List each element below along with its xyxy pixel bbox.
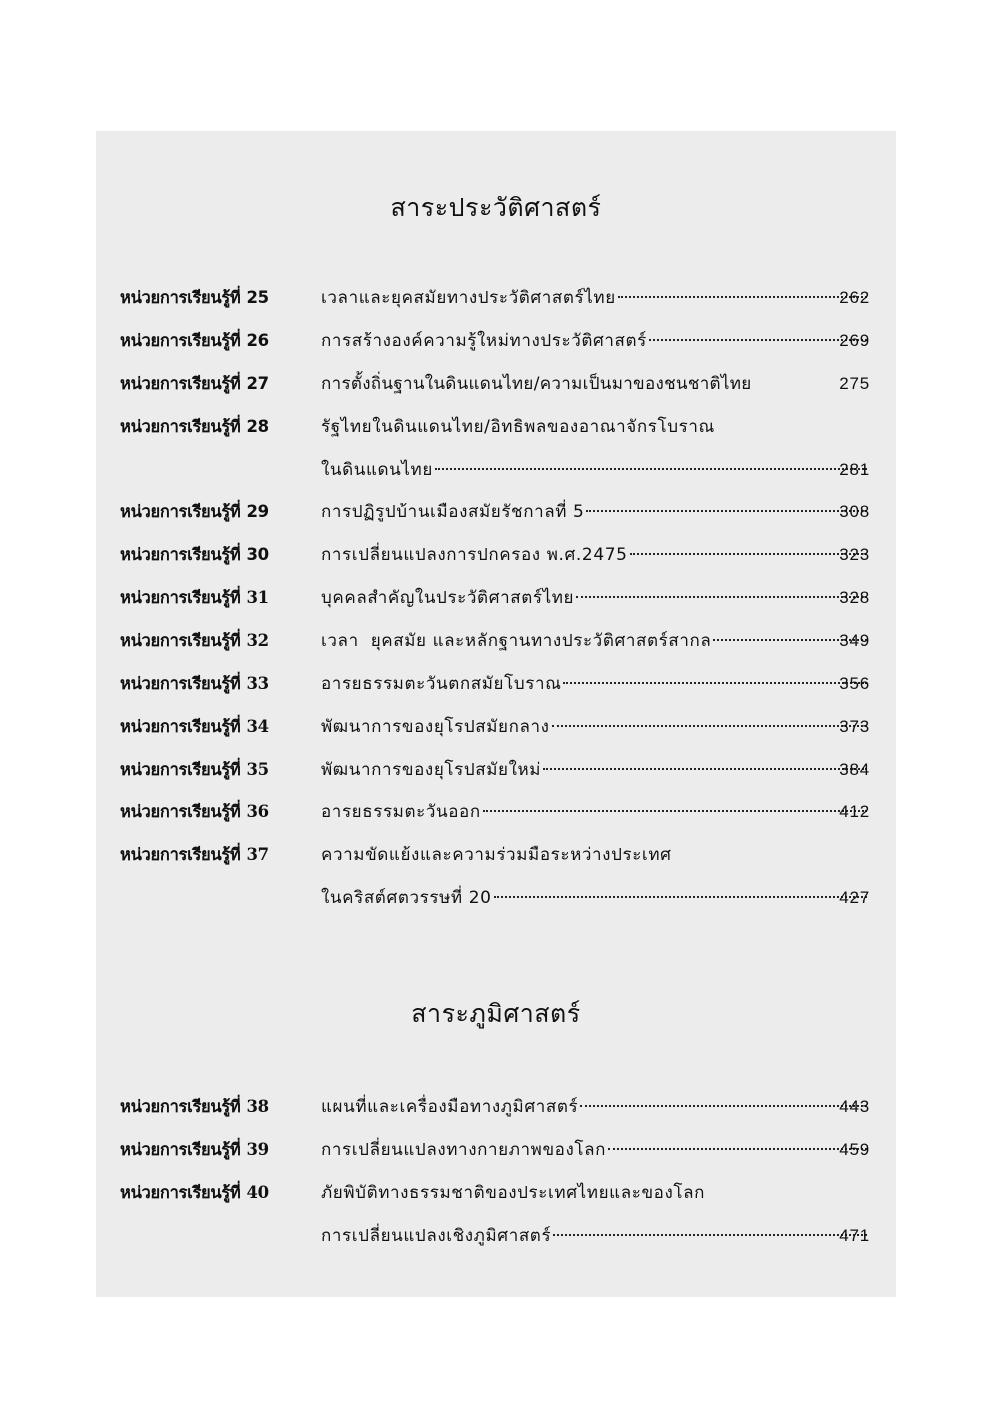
entry-title: พัฒนาการของยุโรปสมัยกลาง [321, 717, 550, 737]
unit-label: หน่วยการเรียนรู้ที่ 35 [120, 760, 269, 779]
unit-label: หน่วยการเรียนรู้ที่ 26 [120, 331, 269, 350]
unit-label: หน่วยการเรียนรู้ที่ 38 [120, 1097, 269, 1116]
entry-title: อารยธรรมตะวันตกสมัยโบราณ [321, 674, 562, 694]
entry [321, 626, 871, 656]
table-of-contents-panel [96, 131, 896, 1297]
page-number: 427 [839, 888, 870, 907]
entry [321, 755, 871, 785]
entry [321, 369, 871, 399]
entry [321, 1135, 871, 1165]
toc-row[interactable] [96, 583, 896, 613]
entry-title: ในดินแดนไทย [321, 460, 433, 480]
entry-title: ในคริสต์ศตวรรษที่ 20 [321, 888, 492, 908]
toc-row[interactable] [96, 712, 896, 742]
entry-title: อารยธรรมตะวันออก [321, 802, 481, 822]
page-number: 328 [839, 588, 870, 607]
entry [321, 326, 871, 356]
entry [321, 583, 871, 613]
unit-label [120, 883, 126, 913]
unit-label: หน่วยการเรียนรู้ที่ 31 [120, 588, 269, 607]
toc-row[interactable] [96, 283, 896, 313]
entry [321, 797, 871, 827]
page-number: 412 [839, 802, 870, 821]
unit-label: หน่วยการเรียนรู้ที่ 25 [120, 288, 269, 307]
toc-row[interactable] [96, 797, 896, 827]
unit-label: หน่วยการเรียนรู้ที่ 30 [120, 545, 269, 564]
toc-row[interactable] [96, 369, 896, 399]
dot-leader [553, 1234, 867, 1236]
page-number: 443 [839, 1097, 870, 1116]
toc-row[interactable] [96, 755, 896, 785]
entry-title: ความขัดแย้งและความร่วมมือระหว่างประเทศ [321, 845, 672, 865]
entry [321, 1178, 871, 1208]
unit-label: หน่วยการเรียนรู้ที่ 27 [120, 374, 269, 393]
entry-title: การเปลี่ยนแปลงทางกายภาพของโลก [321, 1140, 607, 1160]
unit-label: หน่วยการเรียนรู้ที่ 34 [120, 717, 269, 736]
unit-label: หน่วยการเรียนรู้ที่ 33 [120, 674, 269, 693]
toc-row-continuation[interactable] [96, 883, 896, 913]
toc-row[interactable] [96, 1092, 896, 1122]
toc-row[interactable] [96, 1178, 896, 1208]
entry [321, 883, 871, 913]
unit-label: หน่วยการเรียนรู้ที่ 39 [120, 1140, 269, 1159]
toc-row[interactable] [96, 412, 896, 442]
page-number: 384 [839, 760, 870, 779]
unit-label: หน่วยการเรียนรู้ที่ 32 [120, 631, 269, 650]
page-number: 349 [839, 631, 870, 650]
dot-leader [563, 682, 867, 684]
entry-title: บุคคลสำคัญในประวัติศาสตร์ไทย [321, 588, 575, 608]
page-number: 459 [839, 1140, 870, 1159]
entry [321, 283, 871, 313]
unit-label: หน่วยการเรียนรู้ที่ 29 [120, 502, 269, 521]
entry [321, 455, 871, 485]
unit-label: หน่วยการเรียนรู้ที่ 28 [120, 417, 269, 436]
page-number: 356 [839, 674, 870, 693]
toc-row[interactable] [96, 669, 896, 699]
unit-label [120, 455, 126, 485]
page-number: 308 [839, 502, 870, 521]
dot-leader [586, 510, 867, 512]
dot-leader [576, 596, 867, 598]
dot-leader [435, 468, 867, 470]
entry-title: แผนที่และเครื่องมือทางภูมิศาสตร์ [321, 1097, 579, 1117]
entry-title: เวลาและยุคสมัยทางประวัติศาสตร์ไทย [321, 288, 616, 308]
entry-title: การเปลี่ยนแปลงเชิงภูมิศาสตร์ [321, 1226, 552, 1246]
page-number: 471 [839, 1226, 870, 1245]
page-number: 281 [839, 460, 870, 479]
toc-row[interactable] [96, 540, 896, 570]
entry-title: รัฐไทยในดินแดนไทย/อิทธิพลของอาณาจักรโบราณ [321, 417, 715, 437]
dot-leader [552, 725, 867, 727]
entry-title: พัฒนาการของยุโรปสมัยใหม่ [321, 760, 542, 780]
page-number: 262 [839, 288, 870, 307]
entry-title: เวลา ยุคสมัย และหลักฐานทางประวัติศาสตร์สากล [321, 631, 712, 651]
entry [321, 1221, 871, 1251]
page-number: 373 [839, 717, 870, 736]
dot-leader [630, 553, 867, 555]
section-title-history: สาระประวัติศาสตร์ [390, 193, 602, 222]
toc-row[interactable] [96, 840, 896, 870]
dot-leader [543, 768, 867, 770]
entry [321, 497, 871, 527]
page-number: 323 [839, 545, 870, 564]
toc-row[interactable] [96, 626, 896, 656]
entry-title: การเปลี่ยนแปลงการปกครอง พ.ศ.2475 [321, 545, 628, 565]
dot-leader [494, 896, 867, 898]
entry [321, 840, 871, 870]
page-number: 269 [839, 331, 870, 350]
entry-title: ภัยพิบัติทางธรรมชาติของประเทศไทยและของโลก [321, 1183, 706, 1203]
toc-row[interactable] [96, 1135, 896, 1165]
entry-title: การปฏิรูปบ้านเมืองสมัยรัชกาลที่ 5 [321, 502, 585, 522]
dot-leader [580, 1105, 867, 1107]
toc-row[interactable] [96, 497, 896, 527]
entry-title: การตั้งถิ่นฐานในดินแดนไทย/ความเป็นมาของชนชาติไทย [321, 374, 752, 394]
dot-leader [483, 810, 867, 812]
unit-label: หน่วยการเรียนรู้ที่ 40 [120, 1183, 269, 1202]
unit-label: หน่วยการเรียนรู้ที่ 37 [120, 845, 269, 864]
unit-label [120, 1221, 126, 1251]
dot-leader [608, 1148, 867, 1150]
toc-row[interactable] [96, 326, 896, 356]
dot-leader [618, 296, 867, 298]
unit-label: หน่วยการเรียนรู้ที่ 36 [120, 802, 269, 821]
entry [321, 540, 871, 570]
dot-leader [649, 339, 867, 341]
toc-row-continuation[interactable] [96, 455, 896, 485]
toc-row-continuation[interactable] [96, 1221, 896, 1251]
entry [321, 1092, 871, 1122]
entry [321, 412, 871, 442]
entry [321, 669, 871, 699]
entry [321, 712, 871, 742]
page-number: 275 [839, 374, 870, 393]
entry-title: การสร้างองค์ความรู้ใหม่ทางประวัติศาสตร์ [321, 331, 647, 351]
section-title-geography: สาระภูมิศาสตร์ [411, 999, 581, 1028]
